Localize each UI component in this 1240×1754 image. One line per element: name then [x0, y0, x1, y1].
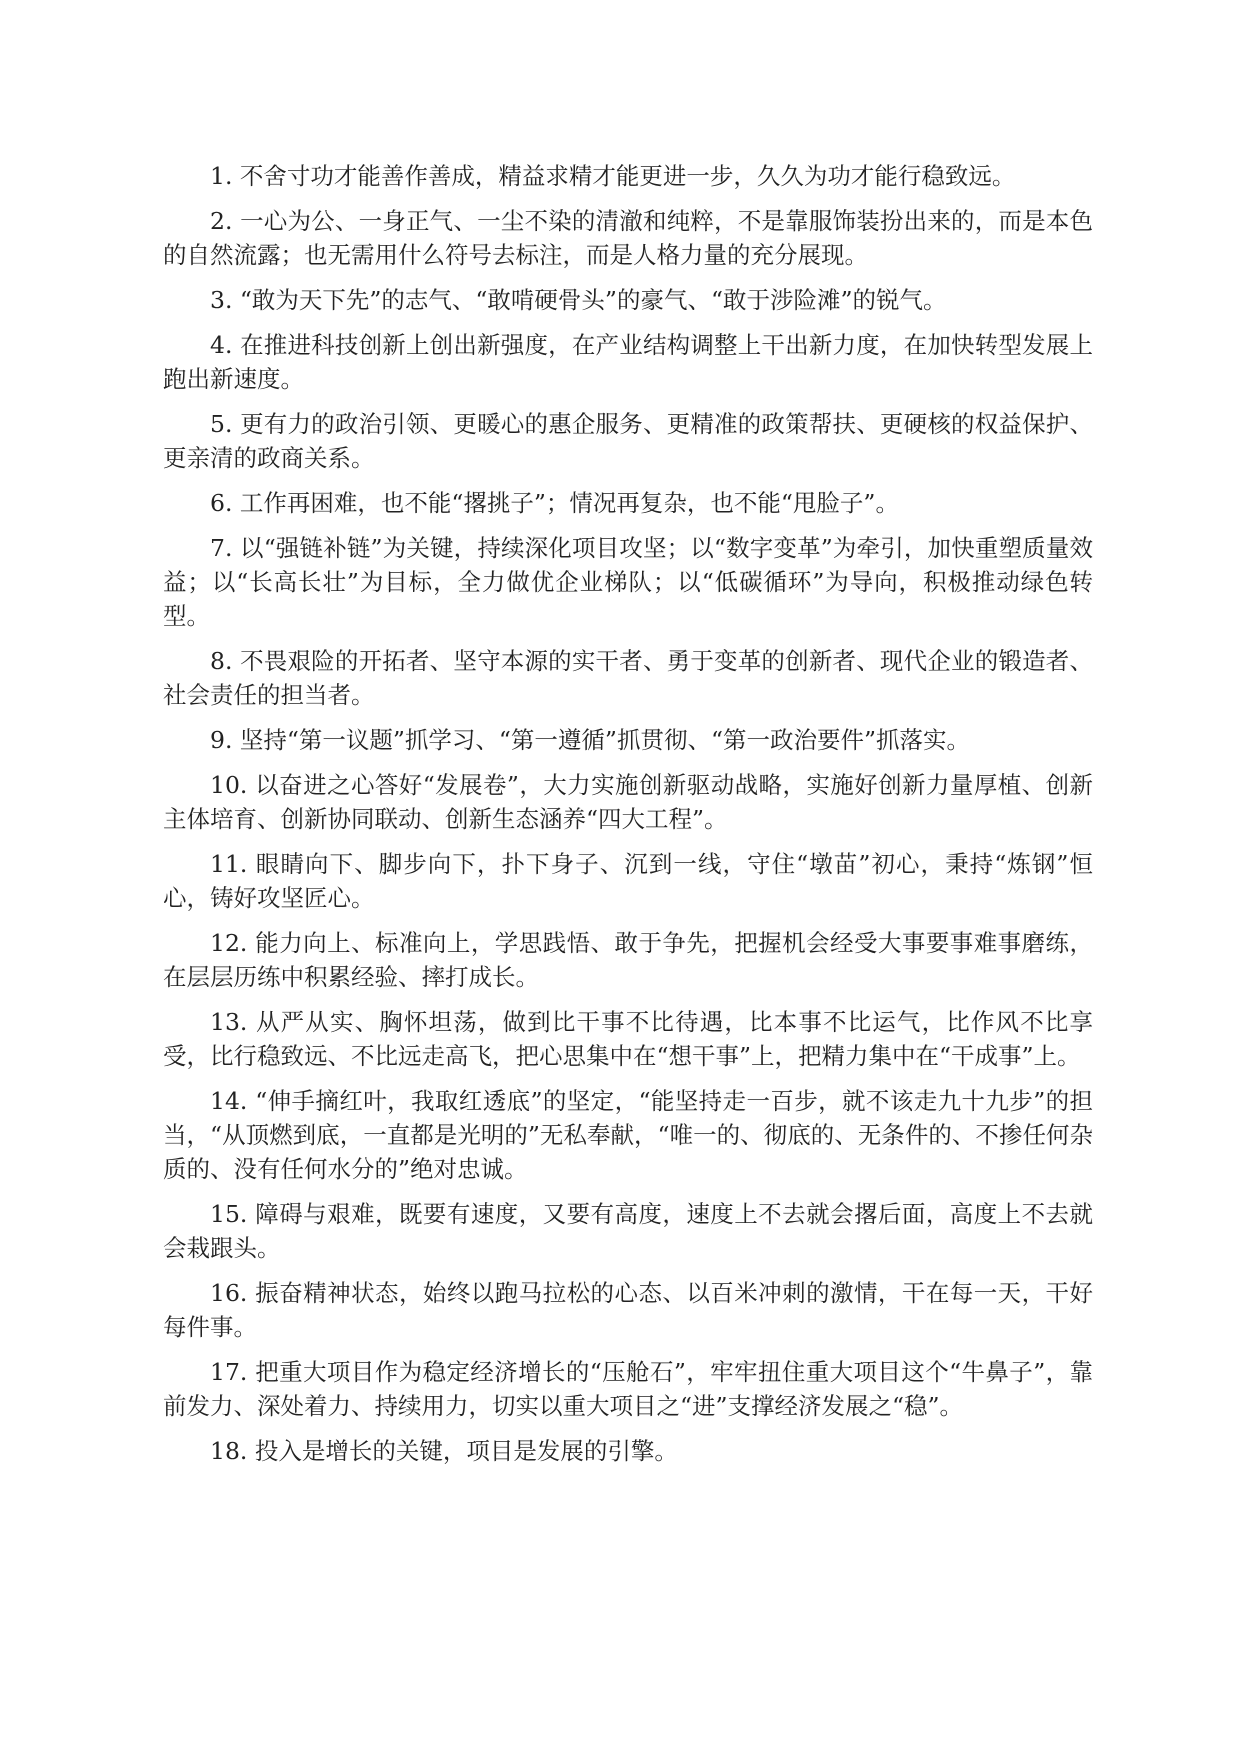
list-item-18: 18. 投入是增长的关键，项目是发展的引擎。 — [210, 1437, 678, 1465]
list-item-7: 7. 以“强链补链”为关键，持续深化项目攻坚；以“数字变革”为牵引，加快重塑质量效益；以“长高长壮”为目标，全力做优企业梯队；以“低碳循环”为导向，积极推动绿色转型。 — [163, 534, 1093, 630]
list-item-13: 13. 从严从实、胸怀坦荡，做到比干事不比待遇，比本事不比运气，比作风不比享受，比行稳致远、不比远走高飞，把心思集中在“想干事”上，把精力集中在“干成事”上。 — [163, 1008, 1093, 1070]
list-item-16: 16. 振奋精神状态，始终以跑马拉松的心态、以百米冲刺的激情，干在每一天，干好每件事。 — [163, 1279, 1093, 1341]
list-item-17: 17. 把重大项目作为稳定经济增长的“压舱石”，牢牢扭住重大项目这个“牛鼻子”，靠前发力、深处着力、持续用力，切实以重大项目之“进”支撑经济发展之“稳”。 — [163, 1358, 1093, 1420]
document-body — [163, 159, 1093, 1479]
list-item-9: 9. 坚持“第一议题”抓学习、“第一遵循”抓贯彻、“第一政治要件”抓落实。 — [210, 726, 970, 754]
list-item-6: 6. 工作再困难，也不能“撂挑子”；情况再复杂，也不能“甩脸子”。 — [210, 489, 899, 517]
list-item-5: 5. 更有力的政治引领、更暖心的惠企服务、更精准的政策帮扶、更硬核的权益保护、更亲清的政商关系。 — [163, 410, 1093, 472]
list-item-12: 12. 能力向上、标准向上，学思践悟、敢于争先，把握机会经受大事要事难事磨练，在层层历练中积累经验、摔打成长。 — [163, 929, 1093, 991]
list-item-8: 8. 不畏艰险的开拓者、坚守本源的实干者、勇于变革的创新者、现代企业的锻造者、社会责任的担当者。 — [163, 647, 1093, 709]
list-item-10: 10. 以奋进之心答好“发展卷”，大力实施创新驱动战略，实施好创新力量厚植、创新主体培育、创新协同联动、创新生态涵养“四大工程”。 — [163, 771, 1093, 833]
list-item-1: 1. 不舍寸功才能善作善成，精益求精才能更进一步，久久为功才能行稳致远。 — [210, 162, 1016, 190]
list-item-15: 15. 障碍与艰难，既要有速度，又要有高度，速度上不去就会撂后面，高度上不去就会栽跟头。 — [163, 1200, 1093, 1262]
list-item-2: 2. 一心为公、一身正气、一尘不染的清澈和纯粹，不是靠服饰装扮出来的，而是本色的自然流露；也无需用什么符号去标注，而是人格力量的充分展现。 — [163, 207, 1093, 269]
list-item-3: 3. “敢为天下先”的志气、“敢啃硬骨头”的豪气、“敢于涉险滩”的锐气。 — [210, 286, 947, 314]
list-item-14: 14. “伸手摘红叶，我取红透底”的坚定，“能坚持走一百步，就不该走九十九步”的担当，“从顶燃到底，一直都是光明的”无私奉献，“唯一的、彻底的、无条件的、不掺任何杂质的、没有任何水分的”绝对忠诚。 — [163, 1087, 1093, 1183]
list-item-11: 11. 眼睛向下、脚步向下，扑下身子、沉到一线，守住“墩苗”初心，秉持“炼钢”恒心，铸好攻坚匠心。 — [163, 850, 1093, 912]
list-item-4: 4. 在推进科技创新上创出新强度，在产业结构调整上干出新力度，在加快转型发展上跑出新速度。 — [163, 331, 1093, 393]
